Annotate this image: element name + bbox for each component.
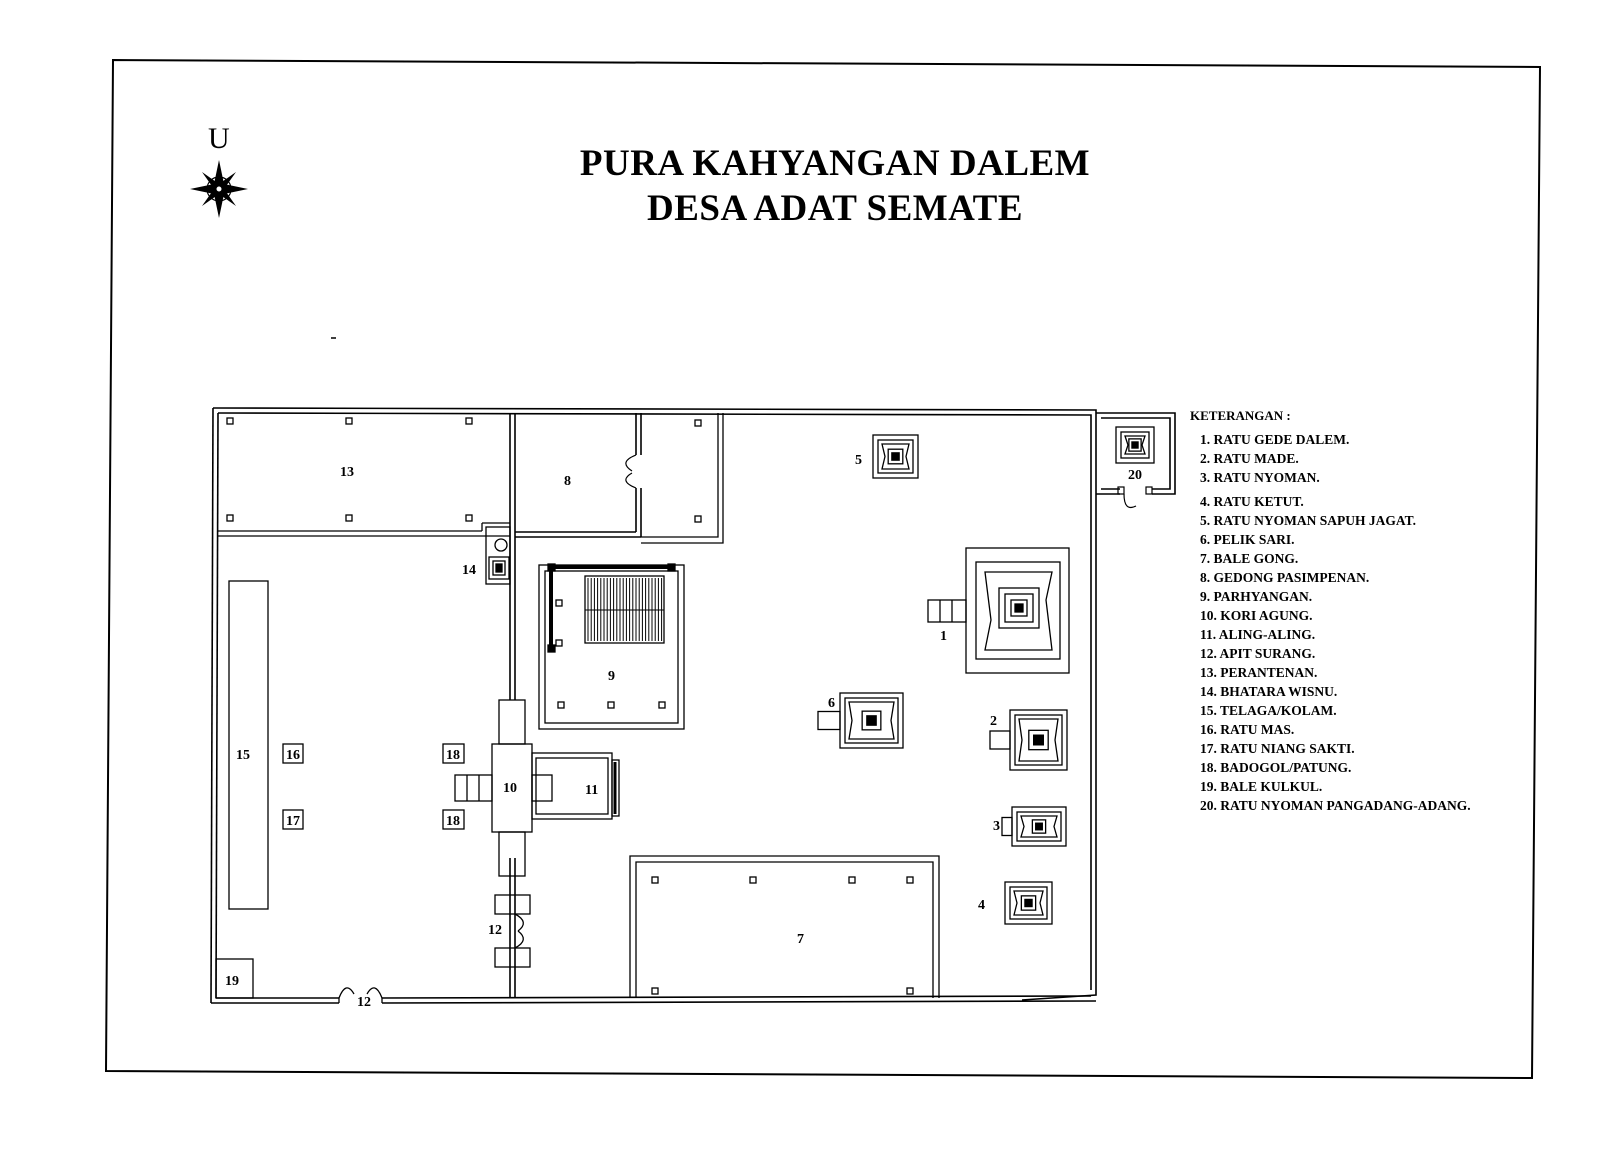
- legend-item: 18. BADOGOL/PATUNG.: [1200, 760, 1352, 775]
- label-2: 2: [990, 714, 997, 729]
- label-19: 19: [225, 974, 239, 989]
- legend-item: 6. PELIK SARI.: [1200, 532, 1295, 547]
- legend-heading: KETERANGAN :: [1190, 408, 1291, 423]
- legend-item: 17. RATU NIANG SAKTI.: [1200, 741, 1355, 756]
- label-13: 13: [340, 465, 354, 480]
- label-18b: 18: [446, 814, 460, 829]
- label-11: 11: [585, 783, 599, 798]
- ratu-nyoman-pangadang-adang-shrine: [1116, 427, 1154, 463]
- label-10: 10: [503, 781, 517, 796]
- legend-item: 16. RATU MAS.: [1200, 722, 1295, 737]
- sheet-frame: [106, 60, 1540, 1078]
- telaga-kolam: [229, 581, 268, 909]
- perantenan-building: [218, 418, 510, 536]
- label-1: 1: [940, 629, 947, 644]
- aling-aling-wall: [532, 753, 619, 819]
- ratu-made-shrine: [990, 710, 1067, 770]
- label-9: 9: [608, 669, 615, 684]
- title-line-2: DESA ADAT SEMATE: [646, 188, 1024, 229]
- legend-item: 13. PERANTENAN.: [1200, 665, 1318, 680]
- legend-item: 11. ALING-ALING.: [1200, 627, 1316, 642]
- parhyangan-pavilion: [539, 564, 684, 729]
- label-4: 4: [978, 898, 985, 913]
- temple-outer-wall: [211, 408, 1096, 1003]
- label-18a: 18: [446, 748, 460, 763]
- label-6: 6: [828, 696, 835, 711]
- label-5: 5: [855, 453, 862, 468]
- label-3: 3: [993, 819, 1000, 834]
- legend-item: 9. PARHYANGAN.: [1200, 589, 1313, 604]
- legend-item: 12. APIT SURANG.: [1200, 646, 1316, 661]
- legend-item: 2. RATU MADE.: [1200, 451, 1299, 466]
- label-20: 20: [1128, 468, 1142, 483]
- label-12-side: 12: [488, 923, 502, 938]
- gedong-pasimpenan: [641, 413, 723, 543]
- label-7: 7: [797, 932, 804, 947]
- legend-item: 3. RATU NYOMAN.: [1200, 470, 1320, 485]
- label-16: 16: [286, 748, 300, 763]
- label-15: 15: [236, 748, 250, 763]
- legend-item: 7. BALE GONG.: [1200, 551, 1299, 566]
- legend-item: 8. GEDONG PASIMPENAN.: [1200, 570, 1370, 585]
- bale-gong-building: [630, 856, 939, 998]
- legend-item: 1. RATU GEDE DALEM.: [1200, 432, 1350, 447]
- north-label: U: [208, 122, 230, 155]
- legend-item: 19. BALE KULKUL.: [1200, 779, 1323, 794]
- legend-item: 14. BHATARA WISNU.: [1200, 684, 1338, 699]
- ratu-nyoman-sapuh-jagat-shrine: [873, 435, 918, 478]
- legend-item: 10. KORI AGUNG.: [1200, 608, 1313, 623]
- legend-item: 4. RATU KETUT.: [1200, 494, 1304, 509]
- title-line-1: PURA KAHYANGAN DALEM: [579, 143, 1091, 184]
- label-17: 17: [286, 814, 300, 829]
- label-14: 14: [462, 563, 476, 578]
- legend-item: 5. RATU NYOMAN SAPUH JAGAT.: [1200, 513, 1416, 528]
- ratu-nyoman-shrine: [1002, 807, 1066, 846]
- compass-rose-icon: [190, 160, 248, 218]
- label-8: 8: [564, 474, 571, 489]
- label-12-bottom: 12: [357, 995, 371, 1010]
- legend-item: 20. RATU NYOMAN PANGADANG-ADANG.: [1200, 798, 1471, 813]
- ratu-gede-dalem-padmasana: [928, 548, 1069, 673]
- ratu-ketut-shrine: [1005, 882, 1052, 924]
- legend-item: 15. TELAGA/KOLAM.: [1200, 703, 1337, 718]
